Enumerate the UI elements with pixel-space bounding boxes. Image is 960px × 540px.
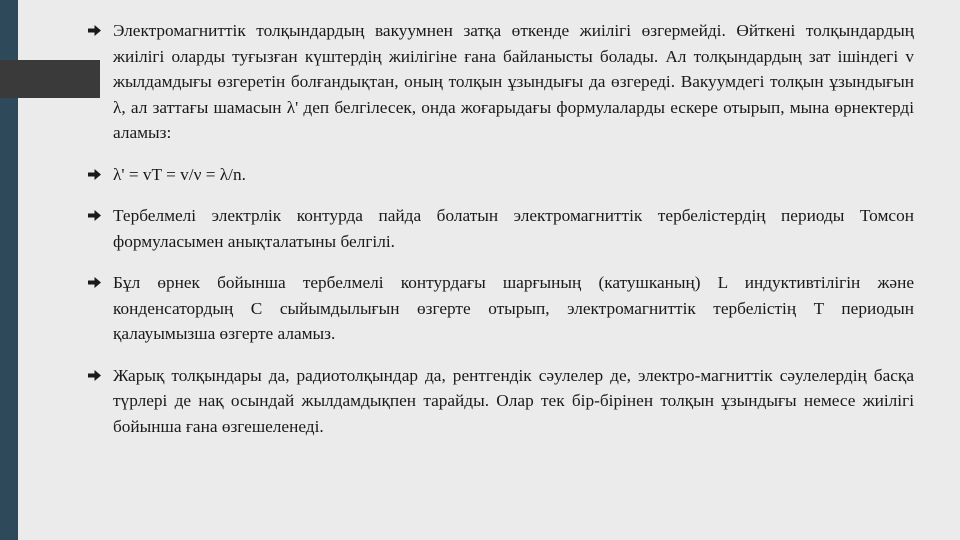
arrow-right-icon <box>88 210 101 221</box>
bullet-item <box>88 162 914 188</box>
arrow-right-icon <box>88 25 101 36</box>
bullet-item <box>88 18 914 146</box>
arrow-right-icon <box>88 169 101 180</box>
bullet-text: Жарық толқындары да, радиотолқындар да, рентгендік сәулелер де, электро-магниттік сәулелердің басқа түрлері де нақ осындай жылдамдықпен тарайды. Олар тек бір-бірінен толқын ұзындығы немесе жиілігі бойынша ғана өзгешеленеді. <box>113 365 914 436</box>
arrow-right-icon <box>88 370 101 381</box>
slide-body <box>88 18 914 455</box>
formula-text: λ' = vT = v/ν = λ/n. <box>113 164 246 184</box>
bullet-text: Бұл өрнек бойынша тербелмелі контурдағы шарғының (катушканың) L индуктивтілігін және конденсатордың C сыйымдылығын өзгерте отырып, электромагниттік тербелістің T периодын қалауымызша өзгерте аламыз. <box>113 273 914 343</box>
bullet-text: Электромагниттік толқындардың вакуумнен затқа өткенде жиілігі өзгермейді. Өйткені толқындардың жиілігі оларды туғызған күштердің жиілігіне ғана байланысты болады. Ал толқындардың зат ішіндегі v жылдамдығы өзгеретін болғандықтан, оның толқын ұзындығы да өзгереді. Вакуумдегі толқын ұзындығын λ, ал заттағы шамасын λ' деп белгілесек, онда жоғарыдағы формулаларды ескере отырып, мына өрнектерді аламыз: <box>113 21 914 142</box>
bullet-text: Тербелмелі электрлік контурда пайда болатын электромагниттік тербелістердің периоды Томсон формуласымен анықталатыны белгілі. <box>113 206 914 251</box>
arrow-right-icon <box>88 277 101 288</box>
bullet-item <box>88 363 914 440</box>
bullet-item <box>88 203 914 254</box>
bullet-item <box>88 270 914 347</box>
dark-tab-decoration <box>0 60 100 98</box>
